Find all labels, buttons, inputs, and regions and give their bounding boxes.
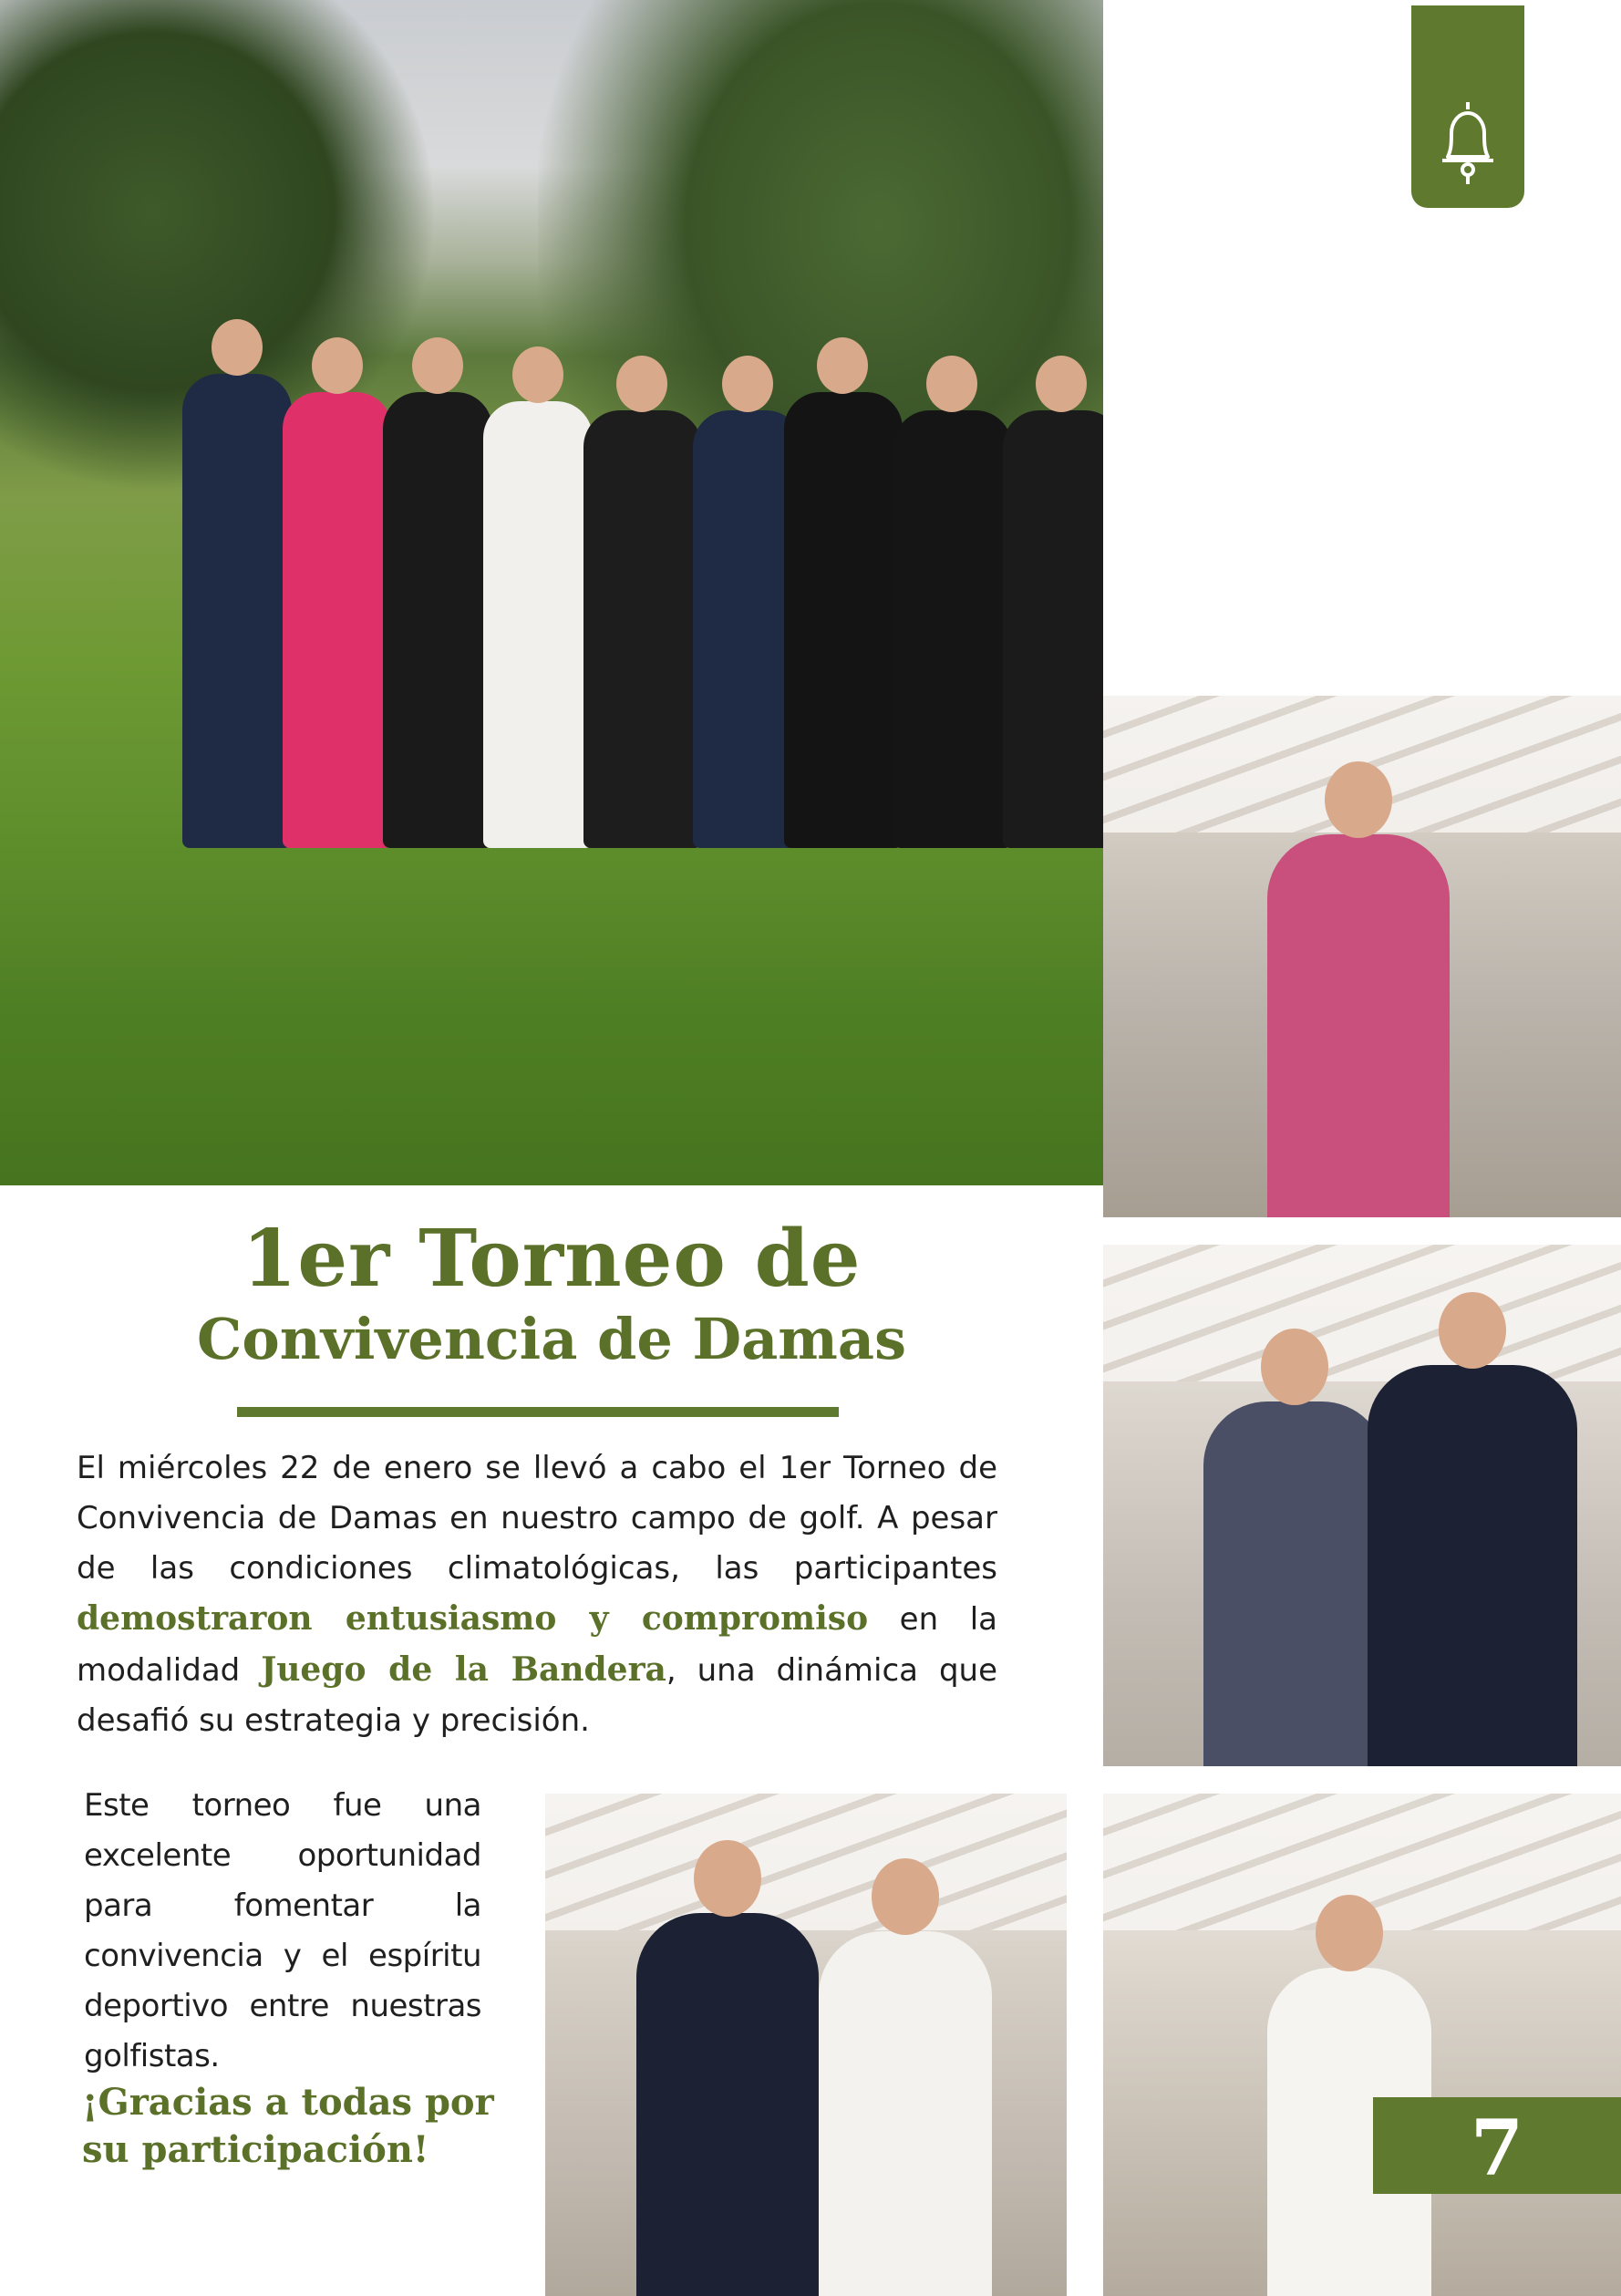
page-number-badge xyxy=(1373,2097,1621,2194)
article-body xyxy=(77,1443,997,1746)
section-label: GOLF xyxy=(1265,60,1395,107)
page-number: 7 xyxy=(1470,2103,1524,2193)
bell-icon xyxy=(1431,97,1504,188)
photo-winners-2 xyxy=(1103,1245,1621,1766)
body-text-part1: El miércoles 22 de enero se llevó a cabo el 1er Torneo de Convivencia de Damas en nuestro campo de golf. A pesar de las condiciones climatológicas, las participantes xyxy=(77,1450,997,1587)
thanks-message: ¡Gracias a todas por su participación! xyxy=(82,2081,494,2171)
photo-winner-1 xyxy=(1103,696,1621,1217)
side-paragraph: Este torneo fue una excelente oportunidad para fomentar la convivencia y el espíritu deportivo entre nuestras golfistas. xyxy=(84,1787,481,2074)
group-of-golfers xyxy=(173,301,1103,848)
title-divider xyxy=(237,1407,839,1417)
group-photo-golf-course xyxy=(0,0,1103,1185)
photo-winner-4 xyxy=(1103,1794,1621,2296)
body-text-part2: en la modalidad xyxy=(77,1601,997,1689)
body-text-part3: , una dinámica que desafió su estrategia y precisión. xyxy=(77,1652,998,1739)
article-title-line2: Convivencia de Damas xyxy=(197,1306,906,1372)
body-highlight-1: demostraron entusiasmo y compromiso xyxy=(77,1599,869,1638)
body-highlight-2: Juego de la Bandera xyxy=(261,1650,666,1689)
article-title-line1: 1er Torneo de xyxy=(242,1213,862,1305)
photo-winners-3 xyxy=(545,1794,1067,2296)
section-tab xyxy=(1411,5,1524,208)
